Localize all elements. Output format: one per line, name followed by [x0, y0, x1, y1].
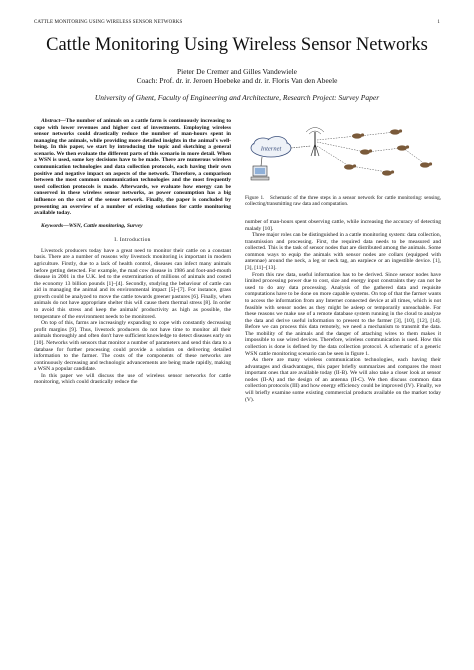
cloud-icon — [251, 137, 291, 158]
internet-label: Internet — [260, 145, 282, 153]
right-column-text — [245, 219, 441, 403]
keywords-label: Keywords — [41, 222, 64, 229]
figure-1-caption — [245, 195, 441, 207]
antenna-tower-icon — [306, 128, 324, 157]
cow-icon — [352, 133, 364, 138]
cow-icon — [420, 162, 432, 167]
intro-paragraph-2: On top of this, farms are increasingly expanding to cope with constantly decreasing profit margins [9]. Thus, livestock producers do not have time to monitor all their animals thoroughly and often don't have sufficient knowledge to detect diseases early on [10]. Networks with sensors that monitor a number of parameters and send this data to a database for further processing could provide a solution on delivering detailed information to the farmer. The costs of the components of these networks are continuously decreasing and technologic advancements are being made rapidly, making a WSN a popular candidate. — [34, 320, 231, 373]
running-head — [34, 20, 440, 28]
page-number: 1 — [437, 20, 440, 25]
left-column — [34, 118, 231, 386]
intro-paragraph-3: In this paper we will discuss the use of wireless sensor networks for cattle monitoring, which could drastically reduce the — [34, 372, 231, 386]
sensor-network-diagram — [245, 122, 441, 194]
caption-text: Schematic of the three steps in a sensor network for cattle monitoring: sensing, collecting/transmitting raw data and computation. — [245, 195, 442, 208]
keywords — [34, 223, 231, 230]
right-paragraph-4: As there are many wireless communication technologies, each having their advantages and disadvantages, this paper briefly summarizes and compares the most important ones that are available today (II-B). We will also take a closer look at sensor nodes (II-A) and the design of an antenna (II-C). We then discuss common data collection protocols (III) and how energy efficiency could be improved (IV). Finally, we will briefly examine some existing commercial products available on the market today (V). — [245, 357, 441, 403]
right-paragraph-2: Three major roles can be distinguished in a cattle monitoring system: data collection, transmission and processing. First, the required data needs to be measured and collected. This is the task of sensor nodes that are distributed among the animals. Some common ways to equip the animals with sensor nodes are collars (equipped with antennae) around the neck, a leg or neck tag, an earpiece or an ingestible device. [1], [3], [11]–[13]. — [245, 232, 441, 272]
abstract-label: Abstract — [41, 118, 61, 124]
caption-label: Figure 1. — [245, 195, 265, 201]
cow-icon — [344, 164, 356, 169]
intro-paragraph-1: Livestock producers today have a great need to monitor their cattle on a constant basis. There are a number of reasons why livestock monitoring is important in modern agriculture. Firstly, due to a lack of health control, diseases can infect many animals before getting detected. For example, the mad cow disease in 1986 and foot-and-mouth disease in 2001 in the U.K. led to the extermination of millions of animals and costed the economy 13 billion pounds [1]–[4]. Secondly, studying the behaviour of cattle can aid in managing the animal and its environmental impact [5]–[7]. For instance, grass growth could be analyzed to move the cattle towards greener pastures [6]. Finally, when animals do not have appropriate shelter this will cause them thermal stress [8]. In order to avoid this stress and keep the animals' productivity as high as possible, the temperature of the environment needs to be monitored. — [34, 247, 231, 320]
keywords-text: —WSN, Cattle monitoring, Survey — [63, 222, 143, 229]
abstract — [34, 118, 231, 217]
cow-icon — [382, 170, 394, 175]
paper-title: Cattle Monitoring Using Wireless Sensor Networks — [46, 35, 428, 55]
cow-icon — [360, 149, 372, 154]
authors: Pieter De Cremer and Gilles Vandewiele — [177, 67, 297, 76]
affiliation: University of Ghent, Faculty of Engineering and Architecture, Research Project: Survey Paper — [94, 93, 380, 102]
running-head-title: CATTLE MONITORING USING WIRELESS SENSOR NETWORKS — [34, 20, 183, 25]
abstract-text: —The number of animals on a cattle farm is continuously increasing to cope with lower revenues and higher cost of investments. Employing wireless sensor networks could drastically reduce the number of man-hours spent in managing the animals, while providing more detailed insights in the animal's well-being. In this paper, we start by introducing the topic and sketching a general scenario. We then evaluate the different parts of this scenario in more detail. When a WSN is used, some key decisions have to be made. There are numerous wireless communication technologies and data collection protocols, each having their own positive and negative impact on aspects of the network. Therefore, a comparison between the most common communication technologies and the most frequently used collection protocols is made. Afterwards, we evaluate how energy can be conserved in these wireless sensor networks, as power consumption has a big influence on the cost of the sensor network. Finally, the paper is concluded by presenting an overview of a number of existing solutions for cattle monitoring available today. — [34, 118, 231, 217]
cow-icon — [390, 129, 402, 134]
right-paragraph-3: From this raw data, useful information has to be derived. Since sensor nodes have limited processing power due to cost, size and energy input constraints they can not be used to do any data processing. Analysis of the gathered data and requisite computations have to be done on more capable systems. On top of that the farmer wants to access the information from any Internet connected device at all times, which is not feasible with sensor nodes as they might be asleep or temporarily unreachable. For these reasons we make use of a remote database system running in the cloud to analyze the data and derive useful information to present to the farmer [3], [10], [12], [14]. Before we can process this data remotely, we need a mechanism to transmit the data. The mobility of the animals and the danger of attaching wires to them makes it impossible to use wired devices. Therefore, wireless communication is used. How this collection is done is defined by the data collection protocol. A schematic of a generic WSN cattle monitoring scenario can be seen in figure 1. — [245, 271, 441, 357]
cow-icon — [397, 145, 409, 150]
section-heading-introduction: I. Introduction — [114, 237, 151, 244]
figure-1 — [245, 122, 441, 204]
computer-icon — [251, 166, 269, 180]
right-paragraph-1: number of man-hours spent observing cattle, while increasing the accuracy of detecting malady [10]. — [245, 219, 441, 232]
coach: Coach: Prof. dr. ir. Jeroen Hoebeke and dr. ir. Floris Van den Abeele — [136, 76, 338, 85]
